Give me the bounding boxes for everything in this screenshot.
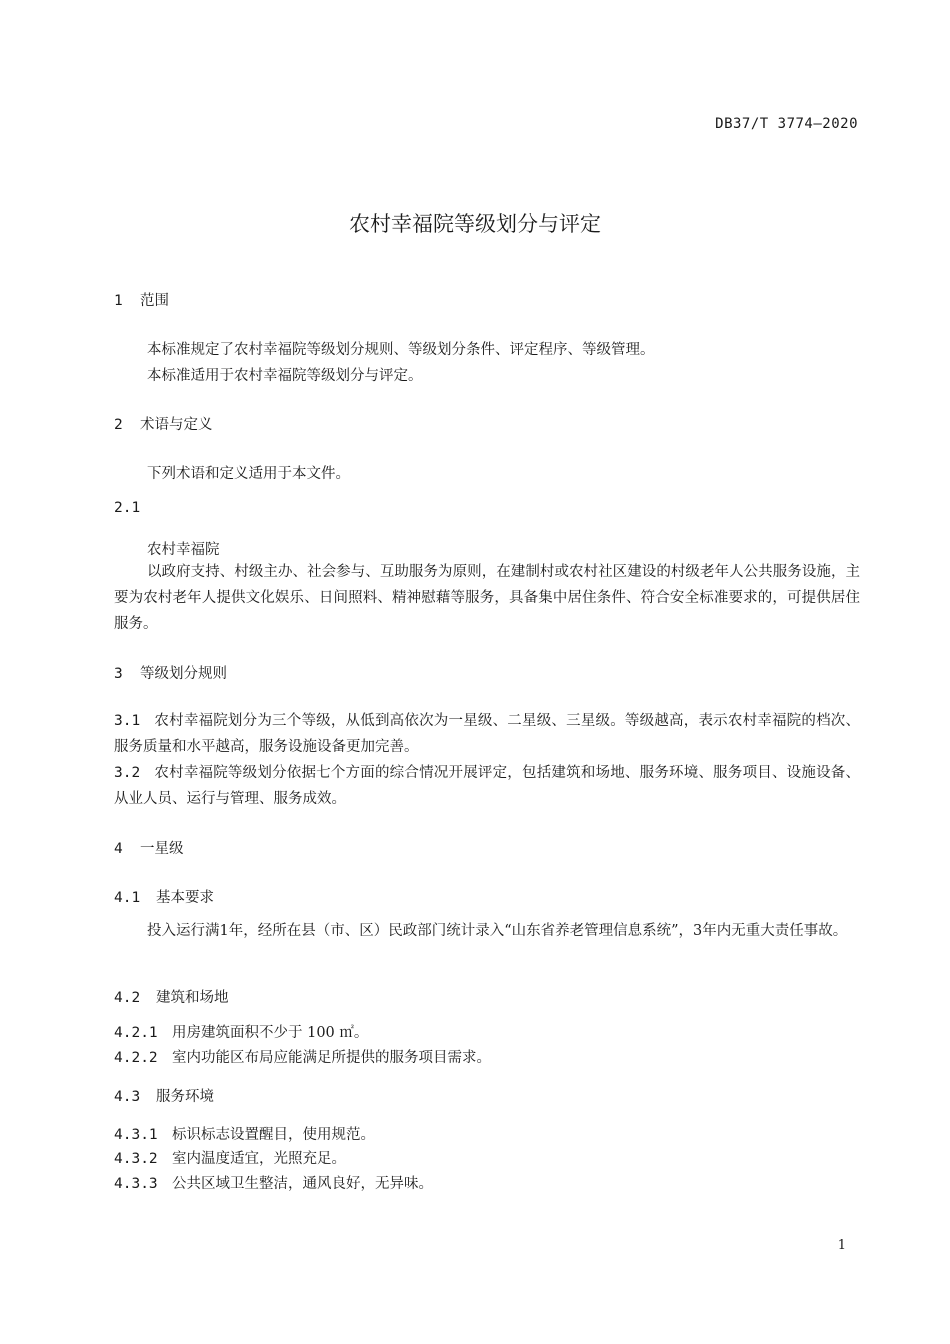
clause-text: 农村幸福院等级划分依据七个方面的综合情况开展评定，包括建筑和场地、服务环境、服务项目、设施设备、从业人员、运行与管理、服务成效。 bbox=[114, 765, 860, 807]
section-3-heading bbox=[114, 662, 227, 683]
clause-end-punct: 。 bbox=[353, 1025, 369, 1041]
clause-4-3-1 bbox=[114, 1123, 375, 1144]
clause-number: 4.2.2 bbox=[114, 1050, 158, 1066]
section-number: 3 bbox=[114, 666, 123, 682]
clause-number: 4.3.3 bbox=[114, 1176, 158, 1192]
section-title: 基本要求 bbox=[156, 890, 214, 906]
clause-3-2 bbox=[114, 760, 860, 812]
clause-3-1 bbox=[114, 708, 860, 760]
term-name: 农村幸福院 bbox=[147, 542, 220, 558]
document-title: 农村幸福院等级划分与评定 bbox=[349, 212, 601, 236]
clause-text: 标识标志设置醒目，使用规范。 bbox=[172, 1127, 375, 1143]
section-number: 2.1 bbox=[114, 500, 141, 516]
section-number: 2 bbox=[114, 417, 123, 433]
section-number: 4.3 bbox=[114, 1089, 141, 1105]
section-title: 术语与定义 bbox=[140, 417, 213, 433]
section-2-paragraph-1: 下列术语和定义适用于本文件。 bbox=[147, 466, 350, 482]
section-1-heading bbox=[114, 289, 169, 310]
section-number: 4 bbox=[114, 841, 123, 857]
section-title: 等级划分规则 bbox=[140, 666, 227, 682]
clause-4-2-2 bbox=[114, 1046, 491, 1067]
section-title: 一星级 bbox=[140, 841, 184, 857]
clause-number: 4.3.1 bbox=[114, 1127, 158, 1143]
clause-text: 农村幸福院划分为三个等级，从低到高依次为一星级、二星级、三星级。等级越高，表示农村幸福院的档次、服务质量和水平越高，服务设施设备更加完善。 bbox=[114, 713, 860, 755]
section-2-1-number bbox=[114, 500, 140, 516]
clause-number: 3.2 bbox=[114, 765, 141, 781]
section-4-2-heading bbox=[114, 986, 229, 1007]
clause-4-2-1 bbox=[114, 1021, 368, 1042]
document-id: DB37/T 3774—2020 bbox=[715, 116, 858, 132]
section-number: 1 bbox=[114, 293, 123, 309]
section-4-heading bbox=[114, 837, 184, 858]
section-number: 4.1 bbox=[114, 890, 141, 906]
section-1-paragraph-1: 本标准规定了农村幸福院等级划分规则、等级划分条件、评定程序、等级管理。 bbox=[147, 342, 655, 358]
clause-text: 室内功能区布局应能满足所提供的服务项目需求。 bbox=[172, 1050, 491, 1066]
clause-text: 室内温度适宜，光照充足。 bbox=[172, 1151, 346, 1167]
section-title: 建筑和场地 bbox=[156, 990, 229, 1006]
clause-4-3-2 bbox=[114, 1147, 346, 1168]
section-4-1-text: 投入运行满1年，经所在县（市、区）民政部门统计录入“山东省养老管理信息系统”，3年内无重大责任事故。 bbox=[147, 923, 848, 939]
section-number: 4.2 bbox=[114, 990, 141, 1006]
clause-number: 4.3.2 bbox=[114, 1151, 158, 1167]
clause-number: 4.2.1 bbox=[114, 1025, 158, 1041]
section-title: 服务环境 bbox=[156, 1089, 214, 1105]
page-number: 1 bbox=[837, 1238, 846, 1253]
section-title: 范围 bbox=[140, 293, 169, 309]
section-1-paragraph-2: 本标准适用于农村幸福院等级划分与评定。 bbox=[147, 368, 423, 384]
section-4-1-heading bbox=[114, 886, 214, 907]
section-4-3-heading bbox=[114, 1085, 214, 1106]
clause-4-3-3 bbox=[114, 1172, 433, 1193]
clause-text: 公共区域卫生整洁，通风良好，无异味。 bbox=[172, 1176, 433, 1192]
term-definition: 以政府支持、村级主办、社会参与、互助服务为原则，在建制村或农村社区建设的村级老年人公共服务设施，主要为农村老年人提供文化娱乐、日间照料、精神慰藉等服务，具备集中居住条件、符合安全标准要求的，可提供居住服务。 bbox=[114, 564, 860, 632]
clause-number: 3.1 bbox=[114, 713, 141, 729]
section-2-heading bbox=[114, 413, 213, 434]
clause-text: 用房建筑面积不少于 100 ㎡ bbox=[172, 1025, 354, 1041]
